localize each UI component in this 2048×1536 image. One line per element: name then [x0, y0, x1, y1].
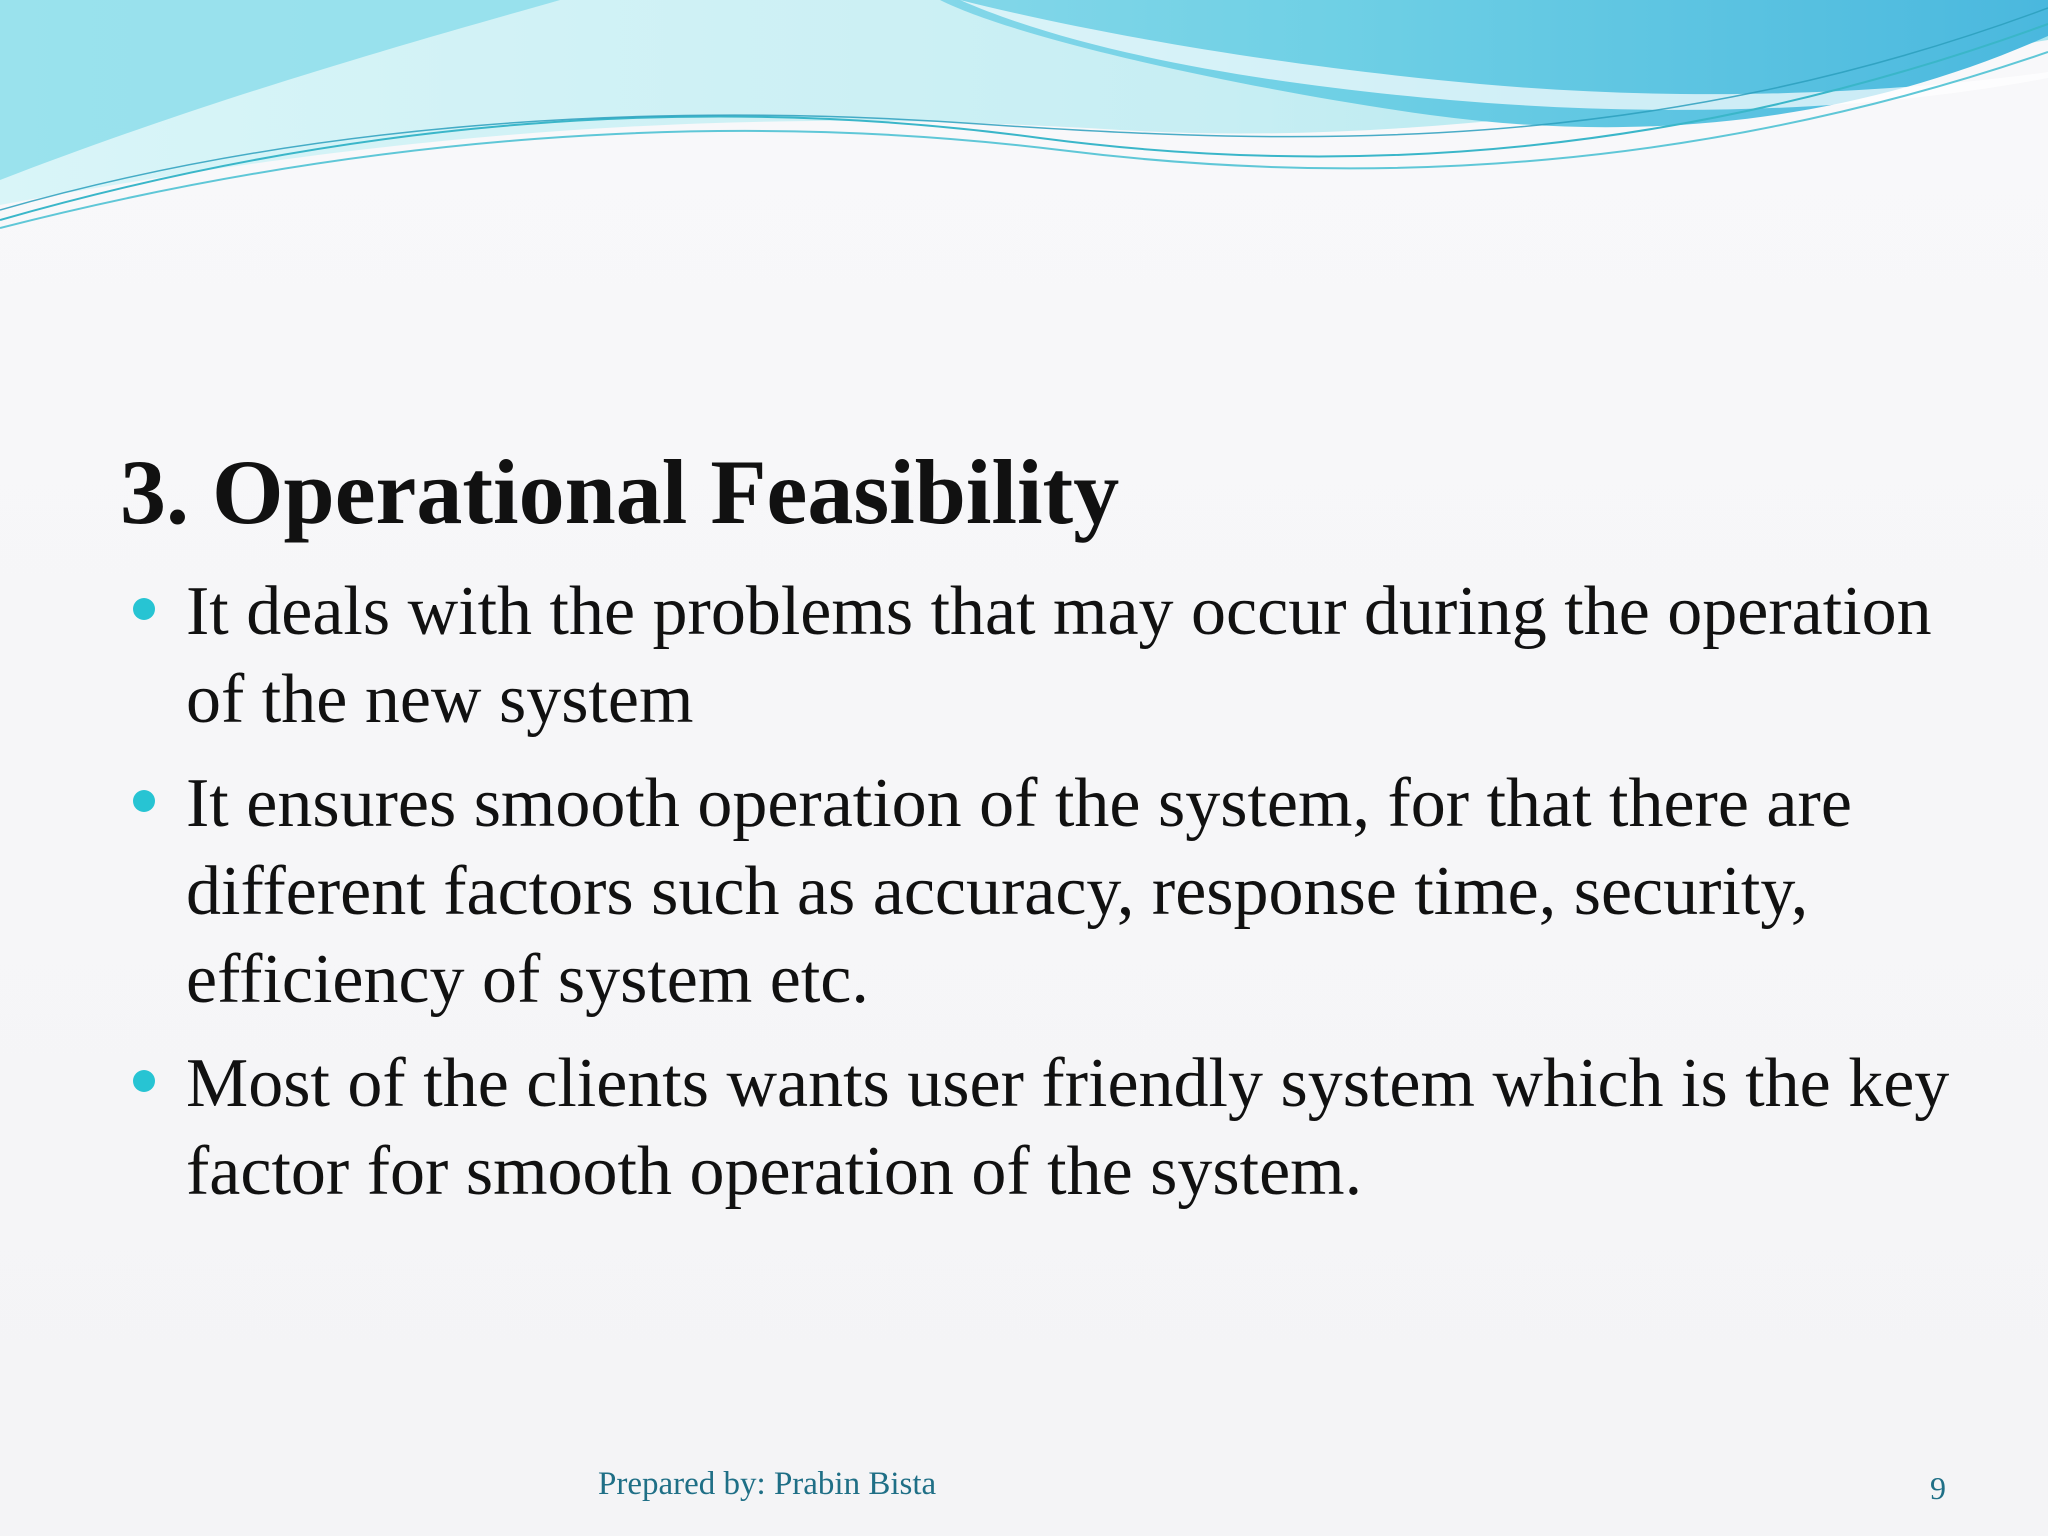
- bullet-dot-icon: [133, 1070, 155, 1092]
- bullet-text: It ensures smooth operation of the system, for that there are different factors such as accuracy, response time, security, efficiency of system etc.: [186, 765, 1852, 1018]
- bullet-list: [128, 568, 1988, 1232]
- bullet-text: Most of the clients wants user friendly system which is the key factor for smooth operation of the system.: [186, 1045, 1950, 1210]
- list-item: [128, 1040, 1988, 1216]
- bullet-text: It deals with the problems that may occur during the operation of the new system: [186, 573, 1932, 738]
- list-item: [128, 568, 1988, 744]
- footer-author: Prepared by: Prabin Bista: [598, 1466, 937, 1502]
- bullet-dot-icon: [133, 790, 155, 812]
- list-item: [128, 760, 1988, 1024]
- page-number: 9: [1930, 1470, 1946, 1506]
- decorative-wave-header: [0, 0, 2048, 260]
- bullet-dot-icon: [133, 598, 155, 620]
- slide-title: 3. Operational Feasibility: [120, 441, 1120, 543]
